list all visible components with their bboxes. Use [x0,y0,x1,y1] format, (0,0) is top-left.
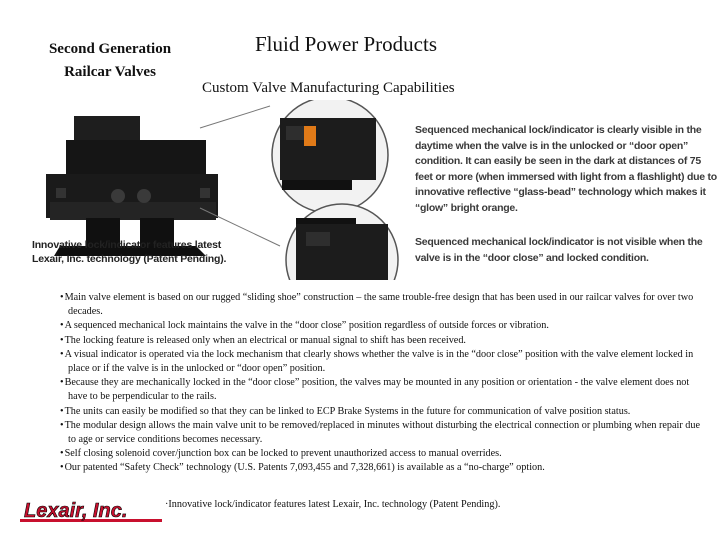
section-title-line-1: Second Generation [48,41,172,57]
page-title: Fluid Power Products [255,32,438,56]
photo-caption-line-2: Lexair, Inc. technology (Patent Pending). [32,253,227,265]
feature-item: • The modular design allows the main valve unit to be removed/replaced in minutes without disturbing the electrical connection or plumbing when repair due to age or service conditions becomes necessary. [60,419,700,447]
page-subtitle: Custom Valve Manufacturing Capabilities [202,80,455,96]
feature-item: • A visual indicator is operated via the lock mechanism that clearly shows whether the valve is in the “door close” position with the valve element locked in place or if the valve is in the unlocked or “door open” position. [60,348,700,376]
photo-caption [32,238,232,266]
indicator-closed-note: Sequenced mechanical lock/indicator is not visible when the valve is in the “door close” and locked condition. [415,236,703,264]
indicator-closed-detail [286,204,398,280]
feature-item: • Our patented “Safety Check” technology (U.S. Patents 7,093,455 and 7,328,661) is available as a “no-charge” option. [60,461,700,475]
feature-item: • The locking feature is released only when an electrical or manual signal to shift has been received. [60,334,700,348]
feature-item: • Main valve element is based on our rugged “sliding shoe” construction – the same trouble-free design that has been used in our railcar valves for over two decades. [60,291,700,319]
feature-list [60,291,700,476]
section-title-line-2: Railcar Valves [64,64,156,80]
feature-item: • Because they are mechanically locked in the “door close” position, the valves may be mounted in any position or orientation - the valve element does not have to be perpendicular to the rails. [60,376,700,404]
feature-item: • A sequenced mechanical lock maintains the valve in the “door close” position regardless of outside forces or vibration. [60,319,700,333]
lexair-logo [18,497,164,525]
valve-assembly-image [46,106,280,256]
photo-caption-line-1: Innovative lock/indicator features latest [32,239,222,251]
indicator-open-note: Sequenced mechanical lock/indicator is clearly visible in the daytime when the valve is in the unlocked or “door open” condition. It can easily be seen in the dark at distances of 75 feet or more (when immersed with light from a flashlight) due to innovative reflective “glass-bead” technology which makes it “glow” bright orange. [415,124,717,214]
feature-item: • Self closing solenoid cover/junction box can be locked to prevent unauthorized access to manual overrides. [60,447,700,461]
logo-text: Lexair, Inc. [24,500,128,522]
feature-item: • The units can easily be modified so that they can be linked to ECP Brake Systems in the future for communication of valve position status. [60,405,700,419]
indicator-open-detail [272,100,388,213]
section-title [30,38,190,84]
footnote: ·Innovative lock/indicator features latest Lexair, Inc. technology (Patent Pending). [165,499,501,510]
